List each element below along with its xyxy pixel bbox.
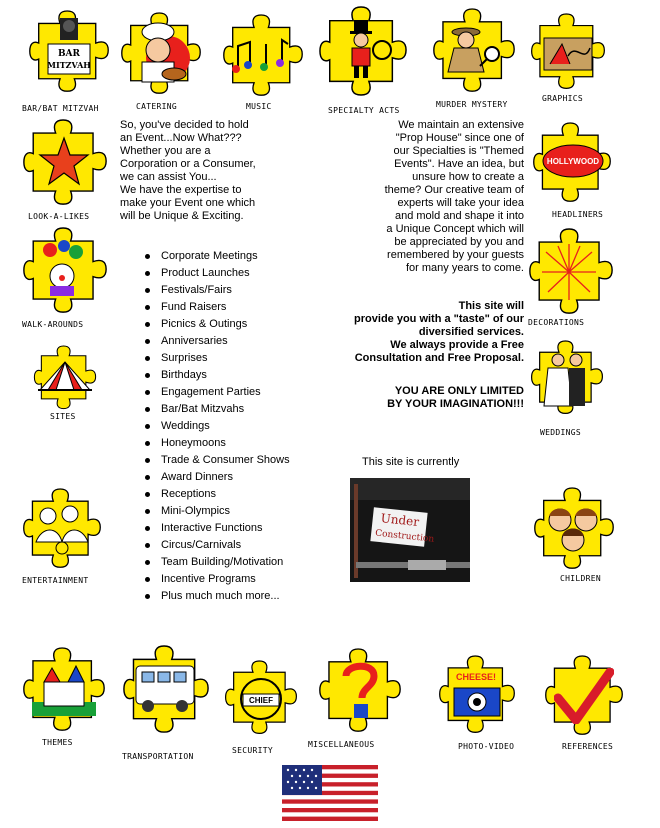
- intro-line: will be Unique & Exciting.: [120, 210, 244, 222]
- caption-murder-mystery: MURDER MYSTERY: [436, 100, 508, 109]
- limited-line: BY YOUR IMAGINATION!!!: [387, 398, 524, 410]
- prop-house-text: [340, 119, 524, 275]
- service-item: Circus/Carnivals: [145, 537, 290, 554]
- bar-mitzvah-art-text-1: BAR: [57, 49, 81, 59]
- prop-line: We maintain an extensive: [398, 119, 524, 131]
- service-item: Anniversaries: [145, 333, 290, 350]
- caption-walk-arounds: WALK-AROUNDS: [22, 320, 84, 329]
- bus-icon: [132, 660, 198, 714]
- tile-transportation[interactable]: [122, 636, 210, 744]
- service-item: Surprises: [145, 350, 290, 367]
- service-item: Corporate Meetings: [145, 248, 290, 265]
- tile-themes[interactable]: [22, 646, 106, 734]
- site-status-text: This site is currently: [362, 456, 460, 468]
- prop-line: remembered by your guests: [387, 249, 524, 261]
- service-item: Festivals/Fairs: [145, 282, 290, 299]
- caption-decorations: DECORATIONS: [528, 318, 585, 327]
- intro-line: an Event...Now What???: [120, 132, 242, 144]
- prop-line: be appreciated by you and: [394, 236, 524, 248]
- caption-specialty-acts: SPECIALTY ACTS: [328, 106, 400, 115]
- caption-sites: SITES: [50, 412, 76, 421]
- service-item: Plus much much more...: [145, 588, 290, 605]
- castle-icon: [32, 664, 96, 716]
- tile-entertainment[interactable]: [22, 486, 102, 572]
- caption-headliners: HEADLINERS: [552, 210, 604, 219]
- tile-headliners[interactable]: [532, 120, 612, 206]
- tile-security[interactable]: [224, 656, 298, 740]
- tile-bar-bat-mitzvah[interactable]: [28, 6, 110, 98]
- caption-security: SECURITY: [232, 746, 273, 755]
- taste-line: We always provide a Free: [390, 339, 524, 351]
- prop-line: for many years to come.: [406, 262, 524, 274]
- tile-photo-video[interactable]: [434, 656, 520, 734]
- ringmaster-icon: [338, 18, 394, 80]
- tile-graphics[interactable]: [528, 14, 608, 90]
- service-item: Weddings: [145, 418, 290, 435]
- caption-look-a-likes: LOOK-A-LIKES: [28, 212, 90, 221]
- intro-line: So, you've decided to hold: [120, 119, 249, 131]
- american-flag-icon: [282, 765, 378, 821]
- service-item: Bar/Bat Mitzvahs: [145, 401, 290, 418]
- tile-miscellaneous[interactable]: [318, 646, 402, 736]
- taste-text: [330, 300, 524, 365]
- graphic-card-icon: [542, 34, 594, 74]
- taste-line: diversified services.: [418, 326, 524, 338]
- tent-icon: [36, 358, 94, 394]
- prop-line: our Specialties is "Themed: [393, 145, 524, 157]
- tile-murder-mystery[interactable]: [432, 8, 516, 94]
- tile-references[interactable]: [542, 656, 626, 736]
- taste-line: This site will: [458, 300, 524, 312]
- bar-mitzvah-art-text-2: MITZVAH: [47, 60, 91, 70]
- prop-line: unsure how to create a: [412, 171, 524, 183]
- chef-icon: [132, 22, 192, 84]
- caption-graphics: GRAPHICS: [542, 94, 583, 103]
- prop-line: a Unique Concept which will: [386, 223, 524, 235]
- tile-children[interactable]: [532, 488, 616, 570]
- tile-sites[interactable]: [26, 346, 104, 410]
- prop-line: and mold and shape it into: [394, 210, 524, 222]
- caption-entertainment: ENTERTAINMENT: [22, 576, 89, 585]
- caption-themes: THEMES: [42, 738, 73, 747]
- prop-line: experts will take your idea: [397, 197, 524, 209]
- service-item: Picnics & Outings: [145, 316, 290, 333]
- service-item: Product Launches: [145, 265, 290, 282]
- service-item: Interactive Functions: [145, 520, 290, 537]
- tile-catering[interactable]: [120, 8, 202, 100]
- checkmark-icon: [554, 668, 614, 724]
- camera-icon: [448, 670, 506, 720]
- caption-photo-video: PHOTO-VIDEO: [458, 742, 515, 751]
- chief-art-text: CHIEF: [249, 696, 273, 705]
- security-badge-icon: [236, 676, 286, 722]
- taste-line: provide you with a "taste" of our: [354, 313, 524, 325]
- tile-specialty-acts[interactable]: [318, 4, 408, 100]
- service-item: Receptions: [145, 486, 290, 503]
- service-item: Award Dinners: [145, 469, 290, 486]
- under-construction-image: [350, 478, 470, 582]
- service-item: Birthdays: [145, 367, 290, 384]
- caption-music: MUSIC: [246, 102, 272, 111]
- caption-miscellaneous: MISCELLANEOUS: [308, 740, 375, 749]
- intro-text: [120, 119, 290, 223]
- caption-catering: CATERING: [136, 102, 177, 111]
- intro-line: Corporation or a Consumer,: [120, 158, 256, 170]
- torah-scroll-icon: [42, 16, 96, 78]
- tile-weddings[interactable]: [530, 332, 604, 424]
- intro-line: make your Event one which: [120, 197, 256, 209]
- question-mark-icon: [338, 660, 382, 720]
- limited-line: YOU ARE ONLY LIMITED: [394, 385, 524, 397]
- imagination-text: [330, 385, 524, 411]
- caption-weddings: WEDDINGS: [540, 428, 581, 437]
- tile-look-a-likes[interactable]: [22, 120, 108, 206]
- music-notes-icon: [230, 36, 292, 80]
- prop-line: "Prop House" since one of: [395, 132, 524, 144]
- entertainers-icon: [32, 502, 92, 556]
- service-item: Trade & Consumer Shows: [145, 452, 290, 469]
- taste-line: Consultation and Free Proposal.: [354, 352, 524, 364]
- detective-icon: [444, 24, 504, 78]
- service-item: Incentive Programs: [145, 571, 290, 588]
- tile-decorations[interactable]: [528, 228, 614, 316]
- tile-walk-arounds[interactable]: [22, 228, 108, 314]
- intro-line: Whether you are a: [120, 145, 211, 157]
- service-item: Engagement Parties: [145, 384, 290, 401]
- star-icon: [38, 136, 90, 186]
- service-item: Honeymoons: [145, 435, 290, 452]
- service-item: Fund Raisers: [145, 299, 290, 316]
- construction-sign-line-1: Under: [380, 511, 420, 530]
- clown-balloons-icon: [36, 240, 94, 298]
- service-item: Team Building/Motivation: [145, 554, 290, 571]
- caption-children: CHILDREN: [560, 574, 601, 583]
- tile-music[interactable]: [222, 14, 304, 98]
- intro-line: we can assist You...: [120, 171, 217, 183]
- intro-line: We have the expertise to: [120, 184, 242, 196]
- service-item: Mini-Olympics: [145, 503, 290, 520]
- prop-line: Events". Have an idea, but: [394, 158, 524, 170]
- fireworks-icon: [540, 242, 598, 302]
- caption-transportation: TRANSPORTATION: [122, 752, 194, 761]
- cheese-art-text: CHEESE!: [455, 672, 497, 682]
- caption-bar-bat-mitzvah: BAR/BAT MITZVAH: [22, 104, 99, 113]
- kids-faces-icon: [544, 502, 604, 556]
- hollywood-sign-icon: [542, 142, 604, 180]
- construction-sign-line-2: Construction: [374, 528, 435, 545]
- caption-references: REFERENCES: [562, 742, 614, 751]
- services-list: [145, 248, 290, 605]
- hollywood-art-text: HOLLYWOOD: [546, 157, 600, 166]
- prop-line: theme? Our creative team of: [384, 184, 524, 196]
- bride-groom-icon: [542, 348, 592, 408]
